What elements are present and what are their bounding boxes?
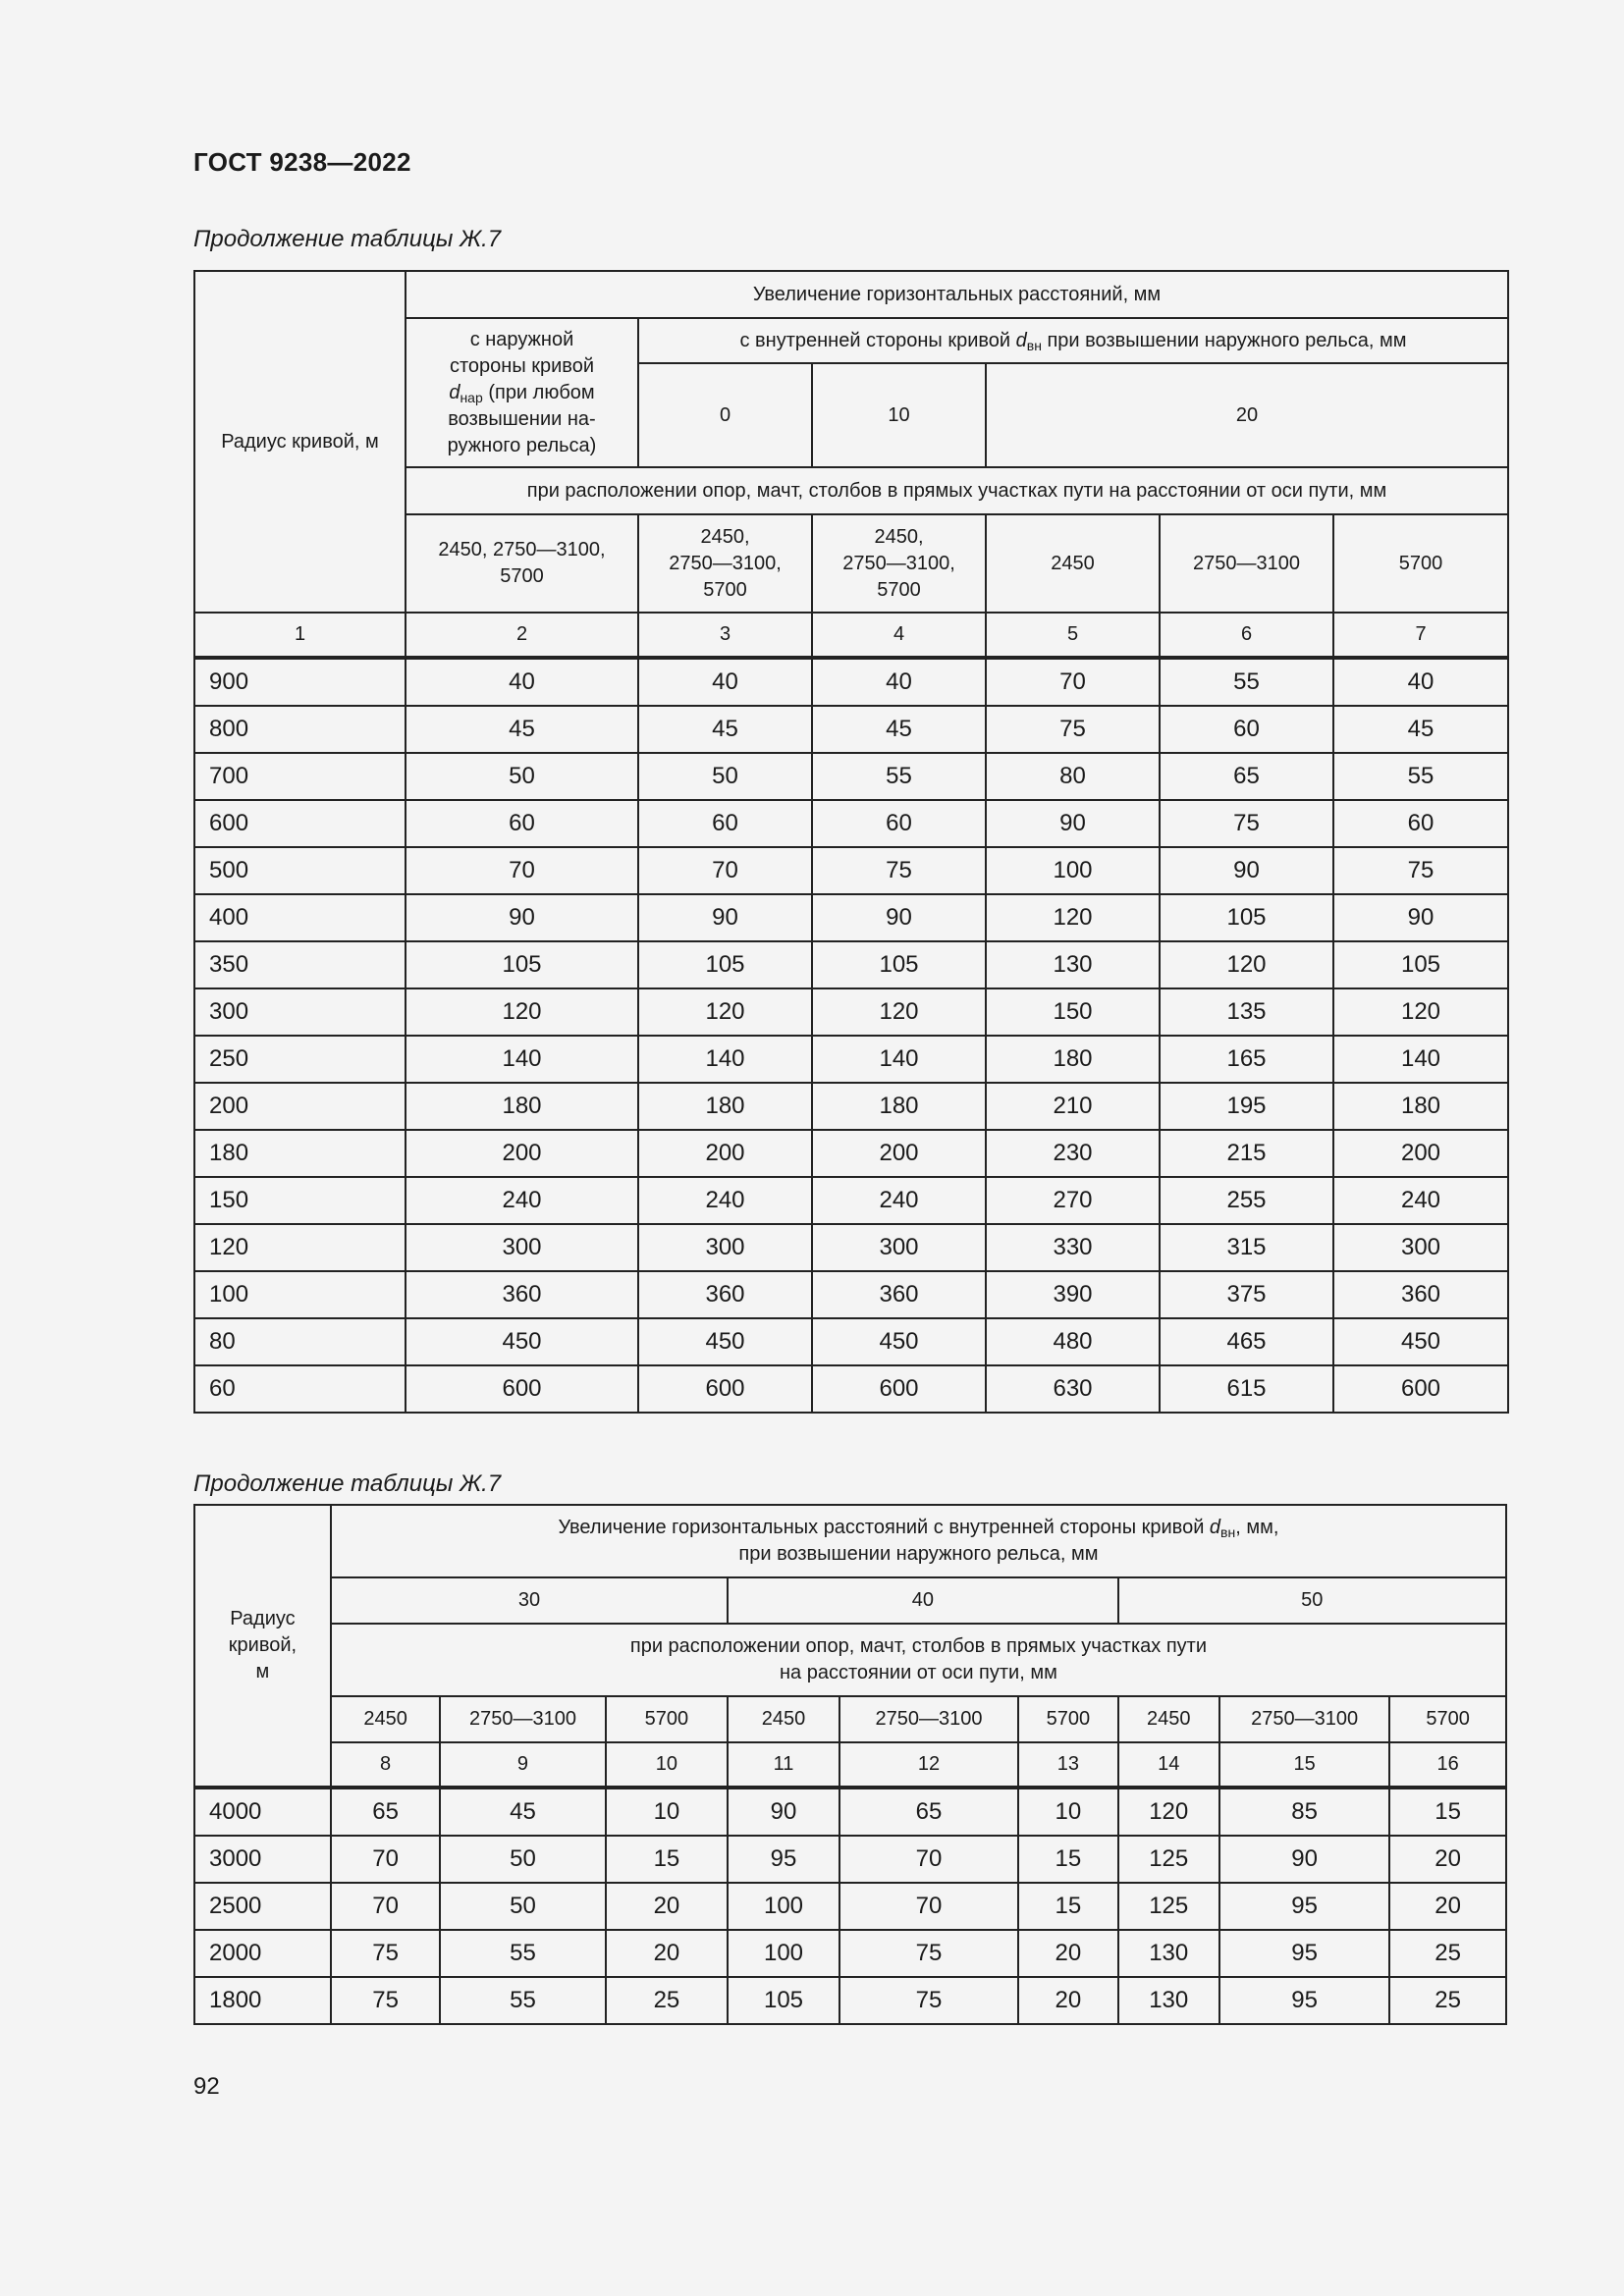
- table1-dist-col2: 2450, 2750—3100, 5700: [406, 514, 638, 613]
- radius-cell: 60: [194, 1365, 406, 1413]
- table1-caption: Продолжение таблицы Ж.7: [193, 226, 502, 252]
- table-row: [194, 894, 1508, 941]
- value-cell: 25: [606, 1977, 729, 2024]
- value-cell: 100: [728, 1930, 839, 1977]
- table2-body: [194, 1788, 1506, 2024]
- value-cell: 135: [1160, 988, 1333, 1036]
- value-cell: 15: [1018, 1883, 1117, 1930]
- table2-distance-row: [194, 1696, 1506, 1742]
- radius-cell: 400: [194, 894, 406, 941]
- value-cell: 255: [1160, 1177, 1333, 1224]
- value-cell: 360: [406, 1271, 638, 1318]
- table-row: [194, 658, 1508, 706]
- value-cell: 450: [1333, 1318, 1508, 1365]
- table1-outer-side-header: с наружной стороны кривой $d_{нар}$ (при любом возвышении на- ружного рельса): [406, 318, 638, 467]
- value-cell: 95: [728, 1836, 839, 1883]
- value-cell: 25: [1389, 1977, 1506, 2024]
- table-row: [194, 1365, 1508, 1413]
- distance-cell: 2750—3100: [440, 1696, 605, 1742]
- table-row: [194, 1977, 1506, 2024]
- value-cell: 90: [1160, 847, 1333, 894]
- value-cell: 120: [986, 894, 1160, 941]
- value-cell: 360: [1333, 1271, 1508, 1318]
- value-cell: 40: [1333, 658, 1508, 706]
- value-cell: 150: [986, 988, 1160, 1036]
- radius-cell: 900: [194, 658, 406, 706]
- value-cell: 630: [986, 1365, 1160, 1413]
- value-cell: 270: [986, 1177, 1160, 1224]
- value-cell: 50: [406, 753, 638, 800]
- table1-inner-side-header: с внутренней стороны кривой $d_{вн}$ при возвышении наружного рельса, мм: [638, 318, 1508, 363]
- value-cell: 20: [1389, 1836, 1506, 1883]
- table2-elevation-30: 30: [331, 1577, 728, 1624]
- column-number: 3: [638, 613, 812, 658]
- value-cell: 15: [606, 1836, 729, 1883]
- value-cell: 600: [406, 1365, 638, 1413]
- value-cell: 140: [406, 1036, 638, 1083]
- value-cell: 120: [1160, 941, 1333, 988]
- value-cell: 50: [440, 1883, 605, 1930]
- radius-cell: 250: [194, 1036, 406, 1083]
- distance-cell: 5700: [606, 1696, 729, 1742]
- table-row: [194, 1271, 1508, 1318]
- value-cell: 45: [638, 706, 812, 753]
- value-cell: 180: [986, 1036, 1160, 1083]
- value-cell: 120: [406, 988, 638, 1036]
- value-cell: 120: [1118, 1788, 1219, 1836]
- value-cell: 180: [812, 1083, 986, 1130]
- value-cell: 615: [1160, 1365, 1333, 1413]
- distance-cell: 2450: [728, 1696, 839, 1742]
- table1-dist-col5: 2450: [986, 514, 1160, 613]
- value-cell: 20: [606, 1883, 729, 1930]
- column-number: 7: [1333, 613, 1508, 658]
- value-cell: 210: [986, 1083, 1160, 1130]
- value-cell: 195: [1160, 1083, 1333, 1130]
- column-number: 10: [606, 1742, 729, 1788]
- radius-cell: 2000: [194, 1930, 331, 1977]
- value-cell: 70: [986, 658, 1160, 706]
- value-cell: 90: [1333, 894, 1508, 941]
- value-cell: 140: [1333, 1036, 1508, 1083]
- value-cell: 40: [812, 658, 986, 706]
- value-cell: 240: [812, 1177, 986, 1224]
- value-cell: 75: [839, 1977, 1018, 2024]
- value-cell: 90: [986, 800, 1160, 847]
- distance-cell: 5700: [1018, 1696, 1117, 1742]
- table1-increase-header: Увеличение горизонтальных расстояний, мм: [406, 271, 1508, 318]
- value-cell: 75: [986, 706, 1160, 753]
- radius-cell: 80: [194, 1318, 406, 1365]
- distance-cell: 2750—3100: [1219, 1696, 1389, 1742]
- value-cell: 95: [1219, 1930, 1389, 1977]
- value-cell: 70: [331, 1836, 440, 1883]
- value-cell: 300: [812, 1224, 986, 1271]
- value-cell: 230: [986, 1130, 1160, 1177]
- radius-cell: 200: [194, 1083, 406, 1130]
- value-cell: 125: [1118, 1883, 1219, 1930]
- value-cell: 60: [1333, 800, 1508, 847]
- value-cell: 240: [638, 1177, 812, 1224]
- value-cell: 70: [638, 847, 812, 894]
- value-cell: 600: [638, 1365, 812, 1413]
- value-cell: 450: [638, 1318, 812, 1365]
- value-cell: 20: [1018, 1977, 1117, 2024]
- table2-column-numbers: [194, 1742, 1506, 1788]
- value-cell: 125: [1118, 1836, 1219, 1883]
- radius-cell: 300: [194, 988, 406, 1036]
- column-number: 2: [406, 613, 638, 658]
- value-cell: 105: [1333, 941, 1508, 988]
- value-cell: 55: [440, 1930, 605, 1977]
- value-cell: 60: [406, 800, 638, 847]
- table-row: [194, 1224, 1508, 1271]
- value-cell: 60: [812, 800, 986, 847]
- table-row: [194, 1083, 1508, 1130]
- value-cell: 180: [406, 1083, 638, 1130]
- table1-radius-header: Радиус кривой, м: [194, 271, 406, 613]
- table2-caption: Продолжение таблицы Ж.7: [193, 1470, 502, 1497]
- value-cell: 70: [406, 847, 638, 894]
- value-cell: 300: [406, 1224, 638, 1271]
- table1-body: [194, 658, 1508, 1413]
- value-cell: 300: [1333, 1224, 1508, 1271]
- value-cell: 180: [638, 1083, 812, 1130]
- column-number: 4: [812, 613, 986, 658]
- value-cell: 240: [1333, 1177, 1508, 1224]
- value-cell: 75: [331, 1930, 440, 1977]
- value-cell: 40: [406, 658, 638, 706]
- table1-column-numbers: [194, 613, 1508, 658]
- table-row: [194, 988, 1508, 1036]
- value-cell: 465: [1160, 1318, 1333, 1365]
- value-cell: 120: [1333, 988, 1508, 1036]
- column-number: 8: [331, 1742, 440, 1788]
- value-cell: 120: [812, 988, 986, 1036]
- distance-cell: 2450: [1118, 1696, 1219, 1742]
- value-cell: 45: [812, 706, 986, 753]
- value-cell: 140: [812, 1036, 986, 1083]
- table-row: [194, 706, 1508, 753]
- document-code: ГОСТ 9238—2022: [193, 147, 411, 177]
- value-cell: 180: [1333, 1083, 1508, 1130]
- column-number: 13: [1018, 1742, 1117, 1788]
- value-cell: 200: [406, 1130, 638, 1177]
- value-cell: 90: [406, 894, 638, 941]
- radius-cell: 500: [194, 847, 406, 894]
- table-row: [194, 753, 1508, 800]
- value-cell: 75: [331, 1977, 440, 2024]
- table-row: [194, 1788, 1506, 1836]
- value-cell: 100: [986, 847, 1160, 894]
- value-cell: 90: [728, 1788, 839, 1836]
- value-cell: 55: [1160, 658, 1333, 706]
- table1-elevation-0: 0: [638, 363, 812, 467]
- value-cell: 15: [1389, 1788, 1506, 1836]
- distance-cell: 2450: [331, 1696, 440, 1742]
- value-cell: 45: [440, 1788, 605, 1836]
- value-cell: 15: [1018, 1836, 1117, 1883]
- column-number: 1: [194, 613, 406, 658]
- value-cell: 50: [638, 753, 812, 800]
- table1: [193, 270, 1509, 1414]
- value-cell: 165: [1160, 1036, 1333, 1083]
- value-cell: 25: [1389, 1930, 1506, 1977]
- table1-dist-col7: 5700: [1333, 514, 1508, 613]
- value-cell: 45: [406, 706, 638, 753]
- value-cell: 85: [1219, 1788, 1389, 1836]
- value-cell: 600: [812, 1365, 986, 1413]
- value-cell: 70: [839, 1883, 1018, 1930]
- radius-cell: 4000: [194, 1788, 331, 1836]
- radius-cell: 150: [194, 1177, 406, 1224]
- radius-cell: 2500: [194, 1883, 331, 1930]
- value-cell: 60: [1160, 706, 1333, 753]
- table-row: [194, 941, 1508, 988]
- table-row: [194, 1883, 1506, 1930]
- distance-cell: 2750—3100: [839, 1696, 1018, 1742]
- table-row: [194, 1318, 1508, 1365]
- value-cell: 480: [986, 1318, 1160, 1365]
- radius-cell: 700: [194, 753, 406, 800]
- value-cell: 600: [1333, 1365, 1508, 1413]
- value-cell: 130: [1118, 1977, 1219, 2024]
- value-cell: 130: [986, 941, 1160, 988]
- value-cell: 215: [1160, 1130, 1333, 1177]
- value-cell: 390: [986, 1271, 1160, 1318]
- table-row: [194, 800, 1508, 847]
- value-cell: 10: [606, 1788, 729, 1836]
- value-cell: 360: [638, 1271, 812, 1318]
- column-number: 15: [1219, 1742, 1389, 1788]
- value-cell: 60: [638, 800, 812, 847]
- table2: [193, 1504, 1507, 2025]
- radius-cell: 350: [194, 941, 406, 988]
- value-cell: 100: [728, 1883, 839, 1930]
- value-cell: 40: [638, 658, 812, 706]
- table1-dist-col3: 2450, 2750—3100, 5700: [638, 514, 812, 613]
- page-number: 92: [193, 2073, 220, 2100]
- table-row: [194, 1130, 1508, 1177]
- column-number: 14: [1118, 1742, 1219, 1788]
- value-cell: 20: [1389, 1883, 1506, 1930]
- column-number: 9: [440, 1742, 605, 1788]
- value-cell: 55: [1333, 753, 1508, 800]
- value-cell: 50: [440, 1836, 605, 1883]
- value-cell: 105: [406, 941, 638, 988]
- value-cell: 450: [812, 1318, 986, 1365]
- table1-supports-header: при расположении опор, мачт, столбов в прямых участках пути на расстоянии от оси пути, мм: [406, 467, 1508, 514]
- value-cell: 80: [986, 753, 1160, 800]
- value-cell: 95: [1219, 1883, 1389, 1930]
- value-cell: 105: [1160, 894, 1333, 941]
- value-cell: 90: [638, 894, 812, 941]
- column-number: 5: [986, 613, 1160, 658]
- column-number: 11: [728, 1742, 839, 1788]
- value-cell: 200: [812, 1130, 986, 1177]
- value-cell: 55: [440, 1977, 605, 2024]
- value-cell: 45: [1333, 706, 1508, 753]
- value-cell: 450: [406, 1318, 638, 1365]
- value-cell: 70: [839, 1836, 1018, 1883]
- value-cell: 10: [1018, 1788, 1117, 1836]
- table1-dist-col4: 2450, 2750—3100, 5700: [812, 514, 986, 613]
- value-cell: 90: [1219, 1836, 1389, 1883]
- value-cell: 65: [1160, 753, 1333, 800]
- table2-elevation-40: 40: [728, 1577, 1117, 1624]
- value-cell: 105: [812, 941, 986, 988]
- value-cell: 20: [606, 1930, 729, 1977]
- value-cell: 75: [1333, 847, 1508, 894]
- value-cell: 95: [1219, 1977, 1389, 2024]
- table2-radius-header: Радиус кривой, м: [194, 1505, 331, 1788]
- value-cell: 240: [406, 1177, 638, 1224]
- value-cell: 140: [638, 1036, 812, 1083]
- value-cell: 20: [1018, 1930, 1117, 1977]
- column-number: 12: [839, 1742, 1018, 1788]
- value-cell: 200: [1333, 1130, 1508, 1177]
- radius-cell: 800: [194, 706, 406, 753]
- value-cell: 375: [1160, 1271, 1333, 1318]
- value-cell: 75: [812, 847, 986, 894]
- radius-cell: 120: [194, 1224, 406, 1271]
- value-cell: 105: [728, 1977, 839, 2024]
- distance-cell: 5700: [1389, 1696, 1506, 1742]
- value-cell: 105: [638, 941, 812, 988]
- table-row: [194, 1836, 1506, 1883]
- table1-dist-col6: 2750—3100: [1160, 514, 1333, 613]
- value-cell: 330: [986, 1224, 1160, 1271]
- table2-elevation-50: 50: [1118, 1577, 1506, 1624]
- value-cell: 360: [812, 1271, 986, 1318]
- table-row: [194, 1930, 1506, 1977]
- value-cell: 75: [839, 1930, 1018, 1977]
- radius-cell: 600: [194, 800, 406, 847]
- value-cell: 65: [839, 1788, 1018, 1836]
- value-cell: 75: [1160, 800, 1333, 847]
- radius-cell: 180: [194, 1130, 406, 1177]
- value-cell: 65: [331, 1788, 440, 1836]
- column-number: 16: [1389, 1742, 1506, 1788]
- table-row: [194, 847, 1508, 894]
- value-cell: 90: [812, 894, 986, 941]
- value-cell: 300: [638, 1224, 812, 1271]
- radius-cell: 100: [194, 1271, 406, 1318]
- value-cell: 70: [331, 1883, 440, 1930]
- column-number: 6: [1160, 613, 1333, 658]
- table2-increase-header: Увеличение горизонтальных расстояний с внутренней стороны кривой $d_{вн}$, мм, при возвышении наружного рельса, мм: [331, 1505, 1506, 1577]
- value-cell: 55: [812, 753, 986, 800]
- radius-cell: 1800: [194, 1977, 331, 2024]
- table-row: [194, 1177, 1508, 1224]
- table1-elevation-10: 10: [812, 363, 986, 467]
- value-cell: 130: [1118, 1930, 1219, 1977]
- value-cell: 315: [1160, 1224, 1333, 1271]
- radius-cell: 3000: [194, 1836, 331, 1883]
- value-cell: 200: [638, 1130, 812, 1177]
- table-row: [194, 1036, 1508, 1083]
- table2-supports-header: при расположении опор, мачт, столбов в прямых участках пути на расстоянии от оси пути, мм: [331, 1624, 1506, 1696]
- value-cell: 120: [638, 988, 812, 1036]
- table1-elevation-20: 20: [986, 363, 1508, 467]
